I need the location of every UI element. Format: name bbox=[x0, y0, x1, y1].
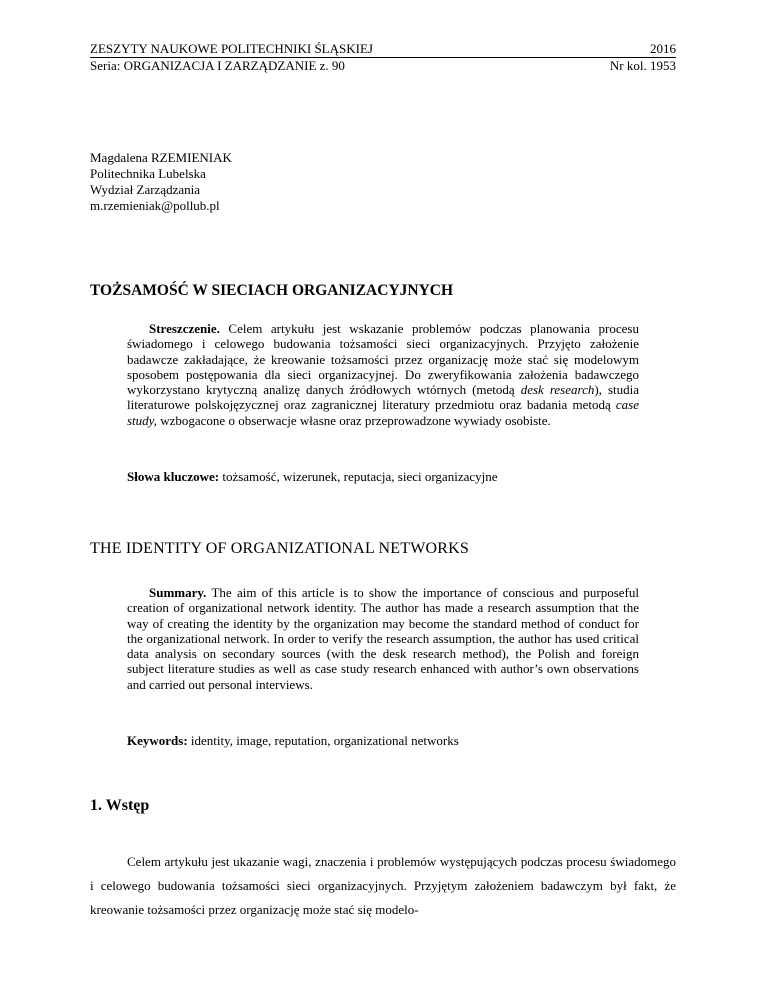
abstract-pl-label: Streszczenie. bbox=[149, 321, 220, 336]
abstract-pl-text-2: ), studia literaturowe polskojęzycznej oraz zagranicznej literatury przedmiotu oraz badania metodą bbox=[127, 382, 639, 413]
abstract-en-text: The aim of this article is to show the importance of conscious and purposeful creation of organizational network identity. The author has made a research assumption that the way of creating the identity by the organization may become the standard method of conduct for the organizational network. In order to verify the research assumption, the author has used critical data analysis on secondary sources (with the desk research method), the Polish and foreign subject literature studies as well as case study research enhanced with author’s own observations and carried out personal interviews. bbox=[127, 585, 639, 692]
keywords-pl-text: tożsamość, wizerunek, reputacja, sieci organizacyjne bbox=[219, 469, 498, 484]
journal-series: Seria: ORGANIZACJA I ZARZĄDZANIE z. 90 bbox=[90, 58, 345, 73]
abstract-en-label: Summary. bbox=[149, 585, 207, 600]
journal-name: ZESZYTY NAUKOWE POLITECHNIKI ŚLĄSKIEJ bbox=[90, 41, 373, 56]
keywords-en-label: Keywords: bbox=[127, 733, 188, 748]
author-block bbox=[90, 150, 232, 214]
abstract-pl bbox=[127, 321, 639, 428]
abstract-pl-italic-1: desk research bbox=[520, 382, 595, 398]
author-faculty: Wydział Zarządzania bbox=[90, 182, 201, 197]
abstract-pl-text-1: Celem artykułu jest wskazanie problemów podczas planowania procesu świadomego i celowego budowania tożsamości sieci organizacyjnych. Przyjęto założenie badawcze zakładające, że kreowanie tożsamości przez organizację może stać się modelowym sposobem postępowania dla sieci organizacyjnej. Do zweryfikowania założenia badawczego wykorzystano krytyczną analizę danych źródłowych wtórnych (metodą bbox=[127, 321, 639, 398]
keywords-pl bbox=[127, 469, 498, 485]
author-university: Politechnika Lubelska bbox=[90, 166, 206, 181]
author-name: Magdalena RZEMIENIAK bbox=[90, 150, 232, 165]
keywords-en-text: identity, image, reputation, organizational networks bbox=[187, 733, 459, 748]
journal-number: Nr kol. 1953 bbox=[609, 58, 676, 73]
section-heading-intro: 1. Wstęp bbox=[90, 797, 150, 814]
author-email: m.rzemieniak@pollub.pl bbox=[90, 198, 220, 213]
abstract-pl-italic-2: case study, bbox=[127, 397, 639, 428]
journal-year: 2016 bbox=[650, 41, 676, 56]
running-header-line2 bbox=[90, 57, 676, 74]
running-header-line1 bbox=[90, 40, 676, 57]
keywords-en bbox=[127, 733, 459, 749]
abstract-en bbox=[127, 585, 639, 692]
paper-title-en: THE IDENTITY OF ORGANIZATIONAL NETWORKS bbox=[90, 540, 470, 557]
keywords-pl-label: Słowa kluczowe: bbox=[127, 469, 220, 484]
paper-title-pl: TOŻSAMOŚĆ W SIECIACH ORGANIZACYJNYCH bbox=[90, 282, 454, 299]
body-paragraph: Celem artykułu jest ukazanie wagi, znaczenia i problemów występujących podczas procesu świadomego i celowego budowania tożsamości sieci organizacyjnych. Przyjętym założeniem badawczym był fakt, że kreowanie tożsamości przez organizację może stać się modelo- bbox=[90, 854, 676, 917]
abstract-pl-text-3: wzbogacone o obserwacje własne oraz przeprowadzone wywiady osobiste. bbox=[156, 412, 551, 428]
